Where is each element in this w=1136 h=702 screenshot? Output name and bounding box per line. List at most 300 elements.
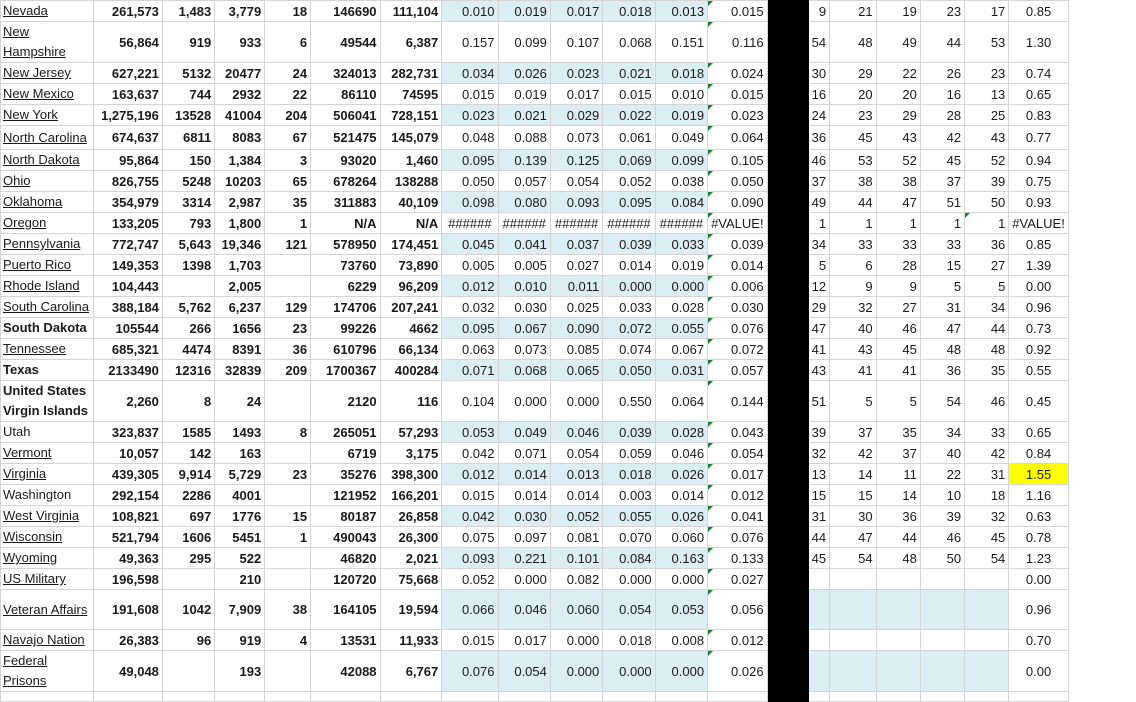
cell-average[interactable]: 0.015 [708,84,768,105]
cell-rank[interactable] [965,569,1009,590]
cell-ratio[interactable]: 0.019 [655,105,707,126]
cell-ratio[interactable]: 0.068 [498,360,550,381]
cell-rank[interactable]: 5 [920,276,964,297]
cell-count[interactable]: 6,387 [380,22,442,63]
cell-index[interactable]: 0.63 [1009,506,1069,527]
cell-count[interactable]: 75,668 [380,569,442,590]
cell-average[interactable]: 0.116 [708,22,768,63]
cell-count[interactable]: 674,637 [94,126,163,150]
cell-ratio[interactable] [442,692,498,702]
cell-rank[interactable] [808,651,829,692]
cell-rank[interactable]: 38 [830,171,877,192]
cell-average[interactable]: 0.072 [708,339,768,360]
cell-index[interactable]: 0.00 [1009,569,1069,590]
cell-count[interactable]: 1776 [215,506,265,527]
cell-rank[interactable]: 22 [920,464,964,485]
cell-count[interactable]: 2,260 [94,381,163,422]
cell-rank[interactable]: 32 [965,506,1009,527]
cell-rank[interactable] [808,590,829,630]
cell-ratio[interactable]: 0.080 [498,192,550,213]
cell-count[interactable]: 13531 [311,630,380,651]
cell-ratio[interactable]: 0.038 [655,171,707,192]
cell-ratio[interactable]: 0.039 [603,234,655,255]
cell-count[interactable]: 121952 [311,485,380,506]
jurisdiction-link[interactable]: Tennessee [3,341,66,356]
cell-count[interactable] [265,443,311,464]
cell-rank[interactable]: 31 [808,506,829,527]
cell-ratio[interactable]: 0.023 [442,105,498,126]
cell-count[interactable]: 292,154 [94,485,163,506]
jurisdiction-link[interactable]: Wisconsin [3,529,63,544]
cell-count[interactable]: 6811 [162,126,214,150]
cell-count[interactable]: 67 [265,126,311,150]
cell-jurisdiction[interactable] [1,569,94,590]
cell-count[interactable]: 133,205 [94,213,163,234]
cell-average[interactable]: 0.050 [708,171,768,192]
cell-ratio[interactable]: 0.034 [442,63,498,84]
cell-ratio[interactable]: 0.000 [655,276,707,297]
cell-count[interactable] [265,651,311,692]
cell-ratio[interactable]: 0.017 [550,1,602,22]
cell-jurisdiction[interactable] [1,63,94,84]
cell-jurisdiction[interactable] [1,22,94,63]
cell-rank[interactable]: 40 [920,443,964,464]
cell-rank[interactable]: 5 [876,381,920,422]
cell-ratio[interactable]: 0.071 [442,360,498,381]
cell-rank[interactable]: 44 [965,318,1009,339]
cell-count[interactable]: 164105 [311,590,380,630]
cell-rank[interactable]: 1 [830,213,877,234]
cell-ratio[interactable]: 0.085 [550,339,602,360]
cell-ratio[interactable]: 0.052 [603,171,655,192]
cell-average[interactable]: 0.024 [708,63,768,84]
cell-count[interactable]: 311883 [311,192,380,213]
cell-count[interactable] [162,651,214,692]
cell-count[interactable]: 323,837 [94,422,163,443]
cell-average[interactable]: 0.105 [708,150,768,171]
cell-rank[interactable]: 5 [830,381,877,422]
cell-ratio[interactable]: 0.014 [498,485,550,506]
cell-count[interactable]: 627,221 [94,63,163,84]
cell-rank[interactable]: 10 [920,485,964,506]
cell-rank[interactable]: 41 [876,360,920,381]
cell-rank[interactable]: 28 [876,255,920,276]
cell-jurisdiction[interactable] [1,192,94,213]
cell-index[interactable]: 0.74 [1009,63,1069,84]
cell-count[interactable] [265,485,311,506]
cell-rank[interactable]: 32 [830,297,877,318]
cell-count[interactable]: 295 [162,548,214,569]
cell-rank[interactable]: 48 [830,22,877,63]
cell-ratio[interactable]: 0.012 [442,464,498,485]
cell-rank[interactable]: 1 [876,213,920,234]
cell-count[interactable]: 678264 [311,171,380,192]
cell-count[interactable]: 40,109 [380,192,442,213]
cell-rank[interactable]: 29 [876,105,920,126]
cell-count[interactable]: 2,005 [215,276,265,297]
cell-count[interactable]: 5132 [162,63,214,84]
cell-jurisdiction[interactable] [1,213,94,234]
cell-rank[interactable]: 34 [920,422,964,443]
cell-ratio[interactable]: 0.015 [603,84,655,105]
cell-rank[interactable]: 45 [920,150,964,171]
cell-average[interactable]: 0.076 [708,318,768,339]
cell-rank[interactable]: 50 [920,548,964,569]
cell-count[interactable]: 6 [265,22,311,63]
cell-rank[interactable] [965,692,1009,702]
cell-count[interactable]: 166,201 [380,485,442,506]
cell-rank[interactable]: 25 [965,105,1009,126]
cell-rank[interactable] [830,630,877,651]
cell-ratio[interactable]: 0.046 [655,443,707,464]
cell-count[interactable]: 5,643 [162,234,214,255]
cell-rank[interactable]: 19 [876,1,920,22]
cell-ratio[interactable]: 0.055 [603,506,655,527]
cell-rank[interactable] [830,590,877,630]
cell-count[interactable]: 210 [215,569,265,590]
cell-count[interactable]: 26,858 [380,506,442,527]
cell-index[interactable]: 0.55 [1009,360,1069,381]
cell-index[interactable]: 0.96 [1009,297,1069,318]
cell-ratio[interactable]: 0.054 [550,171,602,192]
cell-count[interactable]: 1700367 [311,360,380,381]
cell-count[interactable]: 744 [162,84,214,105]
cell-rank[interactable]: 47 [920,318,964,339]
cell-ratio[interactable]: 0.095 [442,150,498,171]
cell-average[interactable] [708,692,768,702]
cell-rank[interactable]: 1 [920,213,964,234]
cell-count[interactable]: 196,598 [94,569,163,590]
cell-count[interactable]: 578950 [311,234,380,255]
cell-count[interactable]: 919 [162,22,214,63]
cell-ratio[interactable]: 0.033 [655,234,707,255]
cell-ratio[interactable]: 0.050 [603,360,655,381]
cell-ratio[interactable] [603,692,655,702]
cell-count[interactable]: 1 [265,213,311,234]
cell-rank[interactable]: 54 [808,22,829,63]
jurisdiction-link[interactable]: South Carolina [3,299,89,314]
jurisdiction-link[interactable]: Ohio [3,173,31,188]
cell-ratio[interactable]: 0.028 [655,297,707,318]
cell-jurisdiction[interactable] [1,443,94,464]
cell-count[interactable]: 35 [265,192,311,213]
cell-count[interactable]: 138288 [380,171,442,192]
cell-count[interactable]: 74595 [380,84,442,105]
cell-ratio[interactable]: 0.063 [442,339,498,360]
cell-rank[interactable]: 43 [808,360,829,381]
cell-count[interactable]: 46820 [311,548,380,569]
cell-average[interactable]: 0.012 [708,485,768,506]
cell-count[interactable]: 388,184 [94,297,163,318]
cell-count[interactable]: 104,443 [94,276,163,297]
cell-ratio[interactable]: 0.065 [550,360,602,381]
cell-ratio[interactable]: ###### [442,213,498,234]
cell-jurisdiction[interactable] [1,318,94,339]
cell-count[interactable]: 38 [265,590,311,630]
cell-ratio[interactable]: 0.019 [655,255,707,276]
cell-ratio[interactable]: 0.041 [498,234,550,255]
cell-rank[interactable]: 35 [876,422,920,443]
cell-index[interactable]: 0.00 [1009,651,1069,692]
cell-rank[interactable]: 42 [965,443,1009,464]
jurisdiction-link[interactable]: North Carolina [3,129,87,145]
cell-ratio[interactable]: 0.097 [498,527,550,548]
cell-count[interactable]: 11,933 [380,630,442,651]
cell-count[interactable]: 772,747 [94,234,163,255]
cell-count[interactable]: 23 [265,318,311,339]
cell-count[interactable]: 95,864 [94,150,163,171]
cell-index[interactable]: 0.85 [1009,1,1069,22]
cell-rank[interactable]: 52 [965,150,1009,171]
cell-rank[interactable]: 36 [876,506,920,527]
cell-ratio[interactable]: 0.014 [550,485,602,506]
cell-ratio[interactable]: 0.084 [655,192,707,213]
cell-rank[interactable]: 9 [808,1,829,22]
cell-ratio[interactable]: 0.037 [550,234,602,255]
cell-rank[interactable]: 23 [830,105,877,126]
cell-jurisdiction[interactable] [1,297,94,318]
cell-jurisdiction[interactable] [1,255,94,276]
cell-ratio[interactable]: 0.000 [550,630,602,651]
cell-jurisdiction[interactable] [1,1,94,22]
cell-count[interactable]: 1398 [162,255,214,276]
cell-count[interactable]: 506041 [311,105,380,126]
cell-count[interactable]: N/A [380,213,442,234]
cell-count[interactable]: 5,762 [162,297,214,318]
cell-rank[interactable]: 1 [808,213,829,234]
cell-count[interactable]: 18 [265,1,311,22]
cell-ratio[interactable]: 0.059 [603,443,655,464]
cell-average[interactable]: 0.054 [708,443,768,464]
cell-ratio[interactable]: 0.042 [442,506,498,527]
cell-rank[interactable]: 48 [876,548,920,569]
cell-ratio[interactable]: 0.039 [603,422,655,443]
cell-index[interactable]: 0.77 [1009,126,1069,150]
cell-rank[interactable]: 13 [808,464,829,485]
cell-ratio[interactable]: ###### [655,213,707,234]
cell-jurisdiction[interactable] [1,527,94,548]
cell-ratio[interactable]: 0.071 [498,443,550,464]
cell-ratio[interactable]: 0.011 [550,276,602,297]
cell-count[interactable]: 2120 [311,381,380,422]
cell-count[interactable]: 174706 [311,297,380,318]
cell-ratio[interactable]: 0.025 [550,297,602,318]
cell-count[interactable]: 919 [215,630,265,651]
cell-index[interactable]: 0.92 [1009,339,1069,360]
cell-count[interactable]: 1,703 [215,255,265,276]
jurisdiction-link[interactable]: Nevada [3,3,48,18]
cell-count[interactable]: 5248 [162,171,214,192]
cell-rank[interactable]: 13 [965,84,1009,105]
cell-jurisdiction[interactable] [1,84,94,105]
cell-count[interactable]: 73,890 [380,255,442,276]
cell-count[interactable]: 6229 [311,276,380,297]
cell-count[interactable]: 1606 [162,527,214,548]
cell-average[interactable]: 0.039 [708,234,768,255]
cell-ratio[interactable]: 0.019 [498,84,550,105]
cell-jurisdiction[interactable] [1,422,94,443]
cell-count[interactable]: 265051 [311,422,380,443]
cell-count[interactable]: 86110 [311,84,380,105]
cell-count[interactable]: 41004 [215,105,265,126]
cell-ratio[interactable]: 0.090 [550,318,602,339]
cell-ratio[interactable]: 0.005 [498,255,550,276]
cell-ratio[interactable]: 0.000 [603,276,655,297]
cell-count[interactable]: 49544 [311,22,380,63]
cell-ratio[interactable]: 0.550 [603,381,655,422]
cell-rank[interactable]: 50 [965,192,1009,213]
cell-ratio[interactable]: 0.018 [603,1,655,22]
cell-rank[interactable]: 30 [830,506,877,527]
cell-count[interactable]: 2286 [162,485,214,506]
cell-ratio[interactable]: 0.030 [498,506,550,527]
cell-rank[interactable]: 45 [830,126,877,150]
cell-ratio[interactable]: 0.000 [498,381,550,422]
cell-rank[interactable] [965,590,1009,630]
cell-count[interactable] [380,692,442,702]
cell-rank[interactable]: 11 [876,464,920,485]
cell-rank[interactable]: 32 [808,443,829,464]
cell-rank[interactable]: 44 [920,22,964,63]
cell-ratio[interactable] [655,692,707,702]
cell-count[interactable]: 3,175 [380,443,442,464]
cell-rank[interactable]: 45 [965,527,1009,548]
cell-ratio[interactable]: 0.070 [603,527,655,548]
cell-rank[interactable]: 46 [876,318,920,339]
cell-jurisdiction[interactable] [1,548,94,569]
cell-rank[interactable]: 38 [876,171,920,192]
cell-rank[interactable] [920,569,964,590]
cell-ratio[interactable]: 0.042 [442,443,498,464]
cell-ratio[interactable]: 0.026 [498,63,550,84]
cell-count[interactable]: 2,987 [215,192,265,213]
cell-ratio[interactable]: ###### [550,213,602,234]
cell-jurisdiction[interactable] [1,506,94,527]
cell-count[interactable]: 8083 [215,126,265,150]
cell-ratio[interactable]: 0.050 [442,171,498,192]
cell-ratio[interactable]: 0.046 [550,422,602,443]
cell-count[interactable] [265,276,311,297]
cell-count[interactable]: 13528 [162,105,214,126]
cell-index[interactable]: 1.23 [1009,548,1069,569]
cell-ratio[interactable]: 0.074 [603,339,655,360]
cell-count[interactable]: 150 [162,150,214,171]
cell-ratio[interactable]: ###### [603,213,655,234]
cell-count[interactable]: 93020 [311,150,380,171]
cell-ratio[interactable]: 0.076 [442,651,498,692]
cell-count[interactable]: 8391 [215,339,265,360]
cell-ratio[interactable]: 0.000 [498,569,550,590]
cell-count[interactable]: 174,451 [380,234,442,255]
cell-count[interactable]: 96,209 [380,276,442,297]
cell-ratio[interactable]: 0.014 [655,485,707,506]
cell-rank[interactable]: 9 [830,276,877,297]
cell-ratio[interactable]: 0.003 [603,485,655,506]
cell-count[interactable] [311,692,380,702]
cell-count[interactable]: 1042 [162,590,214,630]
cell-count[interactable]: 10,057 [94,443,163,464]
cell-count[interactable]: 121 [265,234,311,255]
cell-ratio[interactable]: 0.093 [550,192,602,213]
cell-ratio[interactable]: 0.066 [442,590,498,630]
cell-count[interactable]: 1,800 [215,213,265,234]
cell-count[interactable]: 282,731 [380,63,442,84]
cell-count[interactable]: 111,104 [380,1,442,22]
cell-ratio[interactable]: 0.017 [550,84,602,105]
cell-index[interactable]: 0.93 [1009,192,1069,213]
cell-count[interactable]: 5451 [215,527,265,548]
cell-ratio[interactable]: 0.026 [655,506,707,527]
jurisdiction-link[interactable]: Rhode Island [3,278,80,293]
cell-ratio[interactable]: 0.099 [655,150,707,171]
cell-count[interactable]: 324013 [311,63,380,84]
cell-ratio[interactable]: 0.012 [442,276,498,297]
cell-ratio[interactable]: 0.021 [603,63,655,84]
cell-ratio[interactable]: 0.104 [442,381,498,422]
cell-rank[interactable]: 5 [808,255,829,276]
cell-ratio[interactable]: 0.053 [655,590,707,630]
cell-ratio[interactable]: 0.028 [655,422,707,443]
cell-rank[interactable]: 39 [920,506,964,527]
cell-ratio[interactable]: 0.000 [550,651,602,692]
cell-index[interactable]: 0.65 [1009,84,1069,105]
cell-rank[interactable] [965,630,1009,651]
cell-rank[interactable]: 44 [830,192,877,213]
cell-index[interactable]: 0.83 [1009,105,1069,126]
cell-ratio[interactable]: 0.054 [550,443,602,464]
cell-average[interactable]: 0.133 [708,548,768,569]
jurisdiction-link[interactable]: New York [3,107,58,122]
cell-count[interactable]: 145,079 [380,126,442,150]
cell-rank[interactable]: 46 [965,381,1009,422]
cell-ratio[interactable]: 0.069 [603,150,655,171]
cell-count[interactable]: 1,384 [215,150,265,171]
cell-count[interactable]: 1,483 [162,1,214,22]
cell-count[interactable]: 108,821 [94,506,163,527]
cell-rank[interactable]: 48 [920,339,964,360]
cell-ratio[interactable]: 0.055 [655,318,707,339]
jurisdiction-link[interactable]: Virginia [3,466,47,481]
cell-ratio[interactable]: 0.018 [655,63,707,84]
cell-ratio[interactable]: 0.023 [550,63,602,84]
cell-rank[interactable]: 42 [830,443,877,464]
cell-rank[interactable]: 23 [965,63,1009,84]
cell-ratio[interactable]: 0.088 [498,126,550,150]
cell-ratio[interactable]: 0.033 [603,297,655,318]
cell-count[interactable]: 10203 [215,171,265,192]
cell-ratio[interactable]: 0.000 [655,651,707,692]
cell-count[interactable]: 26,300 [380,527,442,548]
cell-count[interactable]: 22 [265,84,311,105]
cell-count[interactable]: 522 [215,548,265,569]
cell-count[interactable]: 521,794 [94,527,163,548]
cell-jurisdiction[interactable] [1,360,94,381]
cell-count[interactable]: 1,275,196 [94,105,163,126]
cell-count[interactable]: 35276 [311,464,380,485]
cell-rank[interactable]: 41 [808,339,829,360]
cell-jurisdiction[interactable] [1,651,94,692]
cell-index[interactable]: 1.16 [1009,485,1069,506]
cell-rank[interactable]: 27 [876,297,920,318]
cell-average[interactable]: 0.043 [708,422,768,443]
cell-rank[interactable]: 33 [876,234,920,255]
cell-ratio[interactable]: 0.054 [498,651,550,692]
cell-ratio[interactable]: 0.064 [655,381,707,422]
cell-count[interactable]: 163,637 [94,84,163,105]
cell-rank[interactable]: 34 [808,234,829,255]
cell-average[interactable]: 0.076 [708,527,768,548]
cell-ratio[interactable]: 0.054 [603,590,655,630]
